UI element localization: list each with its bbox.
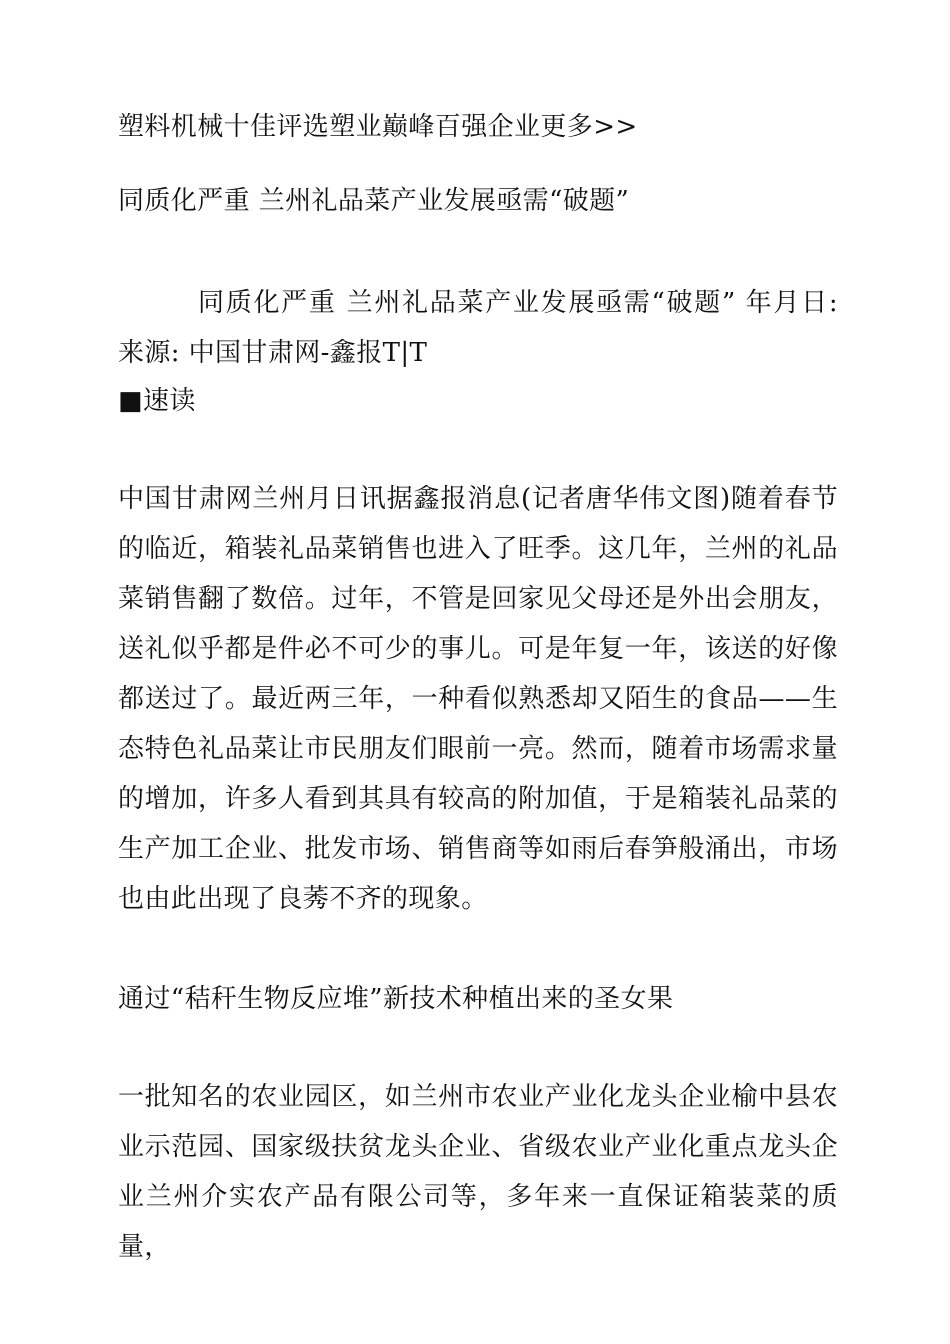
article-byline: 同质化严重 兰州礼品菜产业发展亟需“破题” 年月日: 来源: 中国甘肃网-鑫报T|T: [118, 288, 838, 368]
quick-read-label: ■速读: [118, 386, 196, 416]
article-headline: 同质化严重 兰州礼品菜产业发展亟需“破题”: [118, 186, 630, 216]
promo-line[interactable]: 塑料机械十佳评选塑业巅峰百强企业更多>>: [118, 112, 638, 142]
article-paragraph-2: 一批知名的农业园区，如兰州市农业产业化龙头企业榆中县农业示范园、国家级扶贫龙头企业、省级农业产业化重点龙头企业兰州介实农产品有限公司等，多年来一直保证箱装菜的质量，: [118, 1082, 838, 1262]
article-paragraph-1: 中国甘肃网兰州月日讯据鑫报消息(记者唐华伟文图)随着春节的临近，箱装礼品菜销售也进入了旺季。这几年，兰州的礼品菜销售翻了数倍。过年，不管是回家见父母还是外出会朋友，送礼似乎都是件必不可少的事儿。可是年复一年，该送的好像都送过了。最近两三年，一种看似熟悉却又陌生的食品——生态特色礼品菜让市民朋友们眼前一亮。然而，随着市场需求量的增加，许多人看到其具有较高的附加值，于是箱装礼品菜的生产加工企业、批发市场、销售商等如雨后春笋般涌出，市场也由此出现了良莠不齐的现象。: [118, 484, 838, 914]
image-caption: 通过“秸秆生物反应堆”新技术种植出来的圣女果: [118, 984, 674, 1014]
